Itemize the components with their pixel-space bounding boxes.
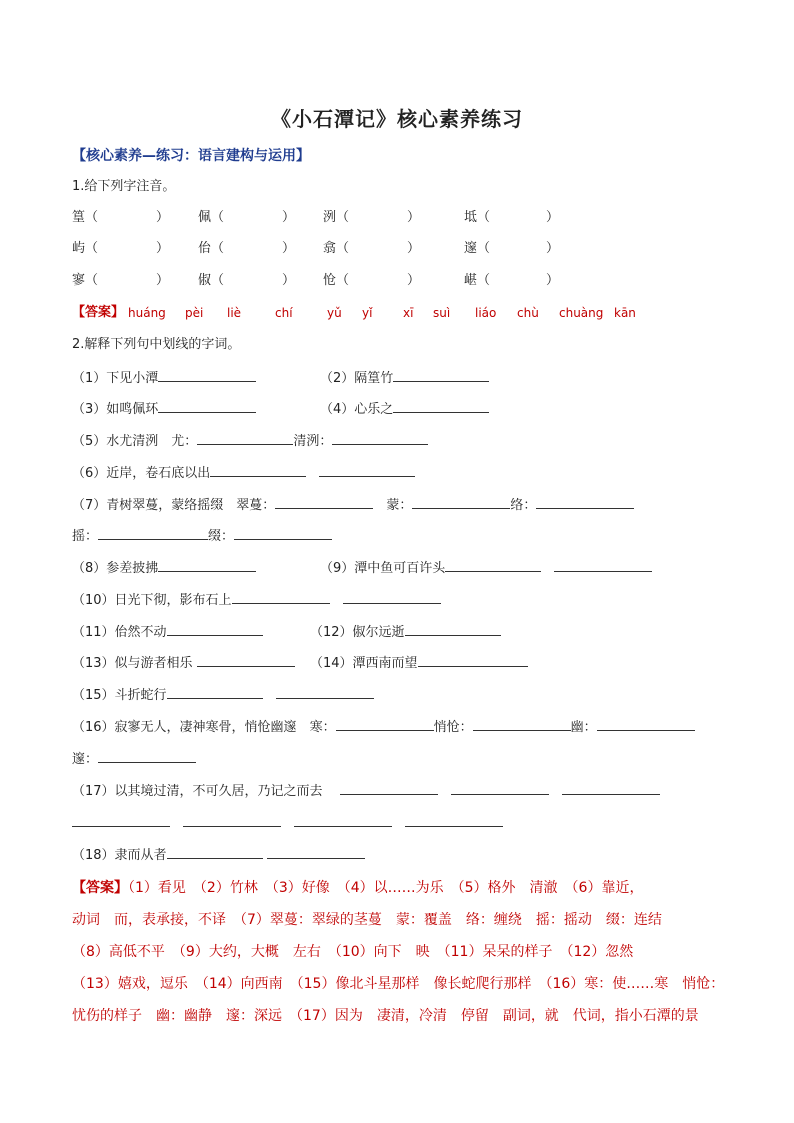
- q2-item-15: （15）斗折蛇行: [72, 686, 374, 704]
- answer-blank[interactable]: [197, 432, 293, 445]
- char-item: 篁（: [72, 210, 99, 225]
- answer-blank[interactable]: [340, 782, 438, 795]
- answer-blank[interactable]: [336, 718, 434, 731]
- answer-blank[interactable]: [183, 814, 281, 827]
- pinyin-answer: kān: [614, 306, 636, 320]
- answer-blank[interactable]: [562, 782, 660, 795]
- q2-item-16: （16）寂寥无人，凄神寒骨，悄怆幽邃 寒： 悄怆： 幽：: [72, 718, 695, 736]
- char-item-close: ）: [407, 210, 421, 225]
- answer-blank[interactable]: [197, 654, 295, 667]
- q2-heading: 2.解释下列句中划线的字词。: [72, 337, 241, 352]
- answer-blank[interactable]: [167, 846, 263, 859]
- answer-blank[interactable]: [167, 686, 263, 699]
- char-item-close: ）: [282, 241, 296, 256]
- pinyin-answer: chuàng: [559, 306, 604, 320]
- answer-blank[interactable]: [158, 559, 256, 572]
- q2-item-7: （7）青树翠蔓，蒙络摇缀 翠蔓： 蒙： 络：: [72, 496, 634, 514]
- q2-item-9: （9）潭中鱼可百许头: [320, 559, 652, 577]
- page-title: 《小石潭记》核心素养练习: [271, 107, 523, 131]
- answer-blank[interactable]: [210, 464, 306, 477]
- answer-blank[interactable]: [405, 814, 503, 827]
- q2-item-14: （14）潭西南而望: [310, 654, 528, 672]
- pinyin-answer: yǐ: [362, 306, 373, 320]
- pinyin-answer: xī: [403, 306, 414, 320]
- answer-blank[interactable]: [393, 400, 489, 413]
- answer-blank[interactable]: [232, 591, 330, 604]
- answer-line: 【答案】（1）看见 （2）竹林 （3）好像 （4）以……为乐 （5）格外 清澈 （6）靠近，: [72, 880, 644, 896]
- answer-blank[interactable]: [319, 464, 415, 477]
- char-item: 怆（: [323, 273, 350, 288]
- q2-item-6: （6）近岸，卷石底以出: [72, 464, 415, 482]
- answer-line: （8）高低不平 （9）大约，大概 左右 （10）向下 映 （11）呆呆的样子 （12）忽然: [72, 944, 634, 960]
- answer-blank[interactable]: [275, 496, 373, 509]
- answer-line: 动词 而，表承接，不译 （7）翠蔓：翠绿的茎蔓 蒙：覆盖 络：缠绕 摇：摇动 缀：连结: [72, 912, 662, 928]
- q2-item-3: （3）如鸣佩环: [72, 400, 256, 418]
- q1-heading: 1.给下列字注音。: [72, 179, 176, 194]
- answer-blank[interactable]: [72, 814, 170, 827]
- answer-blank[interactable]: [98, 527, 208, 540]
- answer-blank[interactable]: [332, 432, 428, 445]
- char-item-close: ）: [546, 273, 560, 288]
- char-item-close: ）: [407, 241, 421, 256]
- q2-item-13: （13）似与游者相乐: [72, 654, 295, 672]
- answer-blank[interactable]: [294, 814, 392, 827]
- char-item-close: ）: [156, 241, 170, 256]
- q2-item-2: （2）隔篁竹: [320, 369, 489, 387]
- answer-line: 忧伤的样子 幽：幽静 邃：深远 （17）因为 凄清，冷清 停留 副词，就 代词，指小石潭的景: [72, 1008, 699, 1024]
- char-item-close: ）: [407, 273, 421, 288]
- answer-blank[interactable]: [412, 496, 510, 509]
- answer-blank[interactable]: [554, 559, 652, 572]
- answer-blank[interactable]: [276, 686, 374, 699]
- char-item-close: ）: [546, 241, 560, 256]
- answer-blank[interactable]: [158, 369, 256, 382]
- q2-item-5: （5）水尤清洌 尤： 清洌：: [72, 432, 428, 450]
- answer-line: （13）嬉戏，逗乐 （14）向西南 （15）像北斗星那样 像长蛇爬行那样 （16）寒：使……寒 悄怆：: [72, 976, 725, 992]
- q2-item-17-cont: [72, 814, 503, 832]
- q2-item-17: （17）以其境过清，不可久居，乃记之而去: [72, 782, 660, 800]
- answer-blank[interactable]: [405, 623, 501, 636]
- char-item-close: ）: [156, 273, 170, 288]
- char-item: 佁（: [198, 241, 225, 256]
- char-item: 嵁（: [464, 273, 491, 288]
- answer-blank[interactable]: [451, 782, 549, 795]
- answer-blank[interactable]: [234, 527, 332, 540]
- q2-item-11: （11）佁然不动: [72, 623, 263, 641]
- char-item: 坻（: [464, 210, 491, 225]
- q2-item-16-cont: 邃：: [72, 750, 196, 768]
- char-item-close: ）: [282, 210, 296, 225]
- q2-item-12: （12）俶尔远逝: [310, 623, 501, 641]
- pinyin-answer: suì: [433, 306, 451, 320]
- answer-blank[interactable]: [343, 591, 441, 604]
- char-item-close: ）: [282, 273, 296, 288]
- answer-blank[interactable]: [393, 369, 489, 382]
- pinyin-answer: liáo: [475, 306, 497, 320]
- answer-blank[interactable]: [473, 718, 571, 731]
- char-item-close: ）: [546, 210, 560, 225]
- answer-blank[interactable]: [536, 496, 634, 509]
- answer-blank[interactable]: [158, 400, 256, 413]
- q2-item-18: （18）隶而从者: [72, 846, 365, 864]
- answer-blank[interactable]: [597, 718, 695, 731]
- pinyin-answer: huáng: [128, 306, 166, 320]
- char-item: 屿（: [72, 241, 99, 256]
- pinyin-answer: yǔ: [327, 306, 342, 320]
- q2-item-8: （8）参差披拂: [72, 559, 256, 577]
- answer-label: 【答案】: [72, 305, 125, 320]
- answer-blank[interactable]: [98, 750, 196, 763]
- char-item: 翕（: [323, 241, 350, 256]
- char-item: 寥（: [72, 273, 99, 288]
- q2-item-7-cont: 摇： 缀：: [72, 527, 332, 545]
- answer-blank[interactable]: [167, 623, 263, 636]
- answer-blank[interactable]: [418, 654, 528, 667]
- answer-blank[interactable]: [267, 846, 365, 859]
- section-heading: 【核心素养—练习：语言建构与运用】: [72, 148, 310, 164]
- q2-item-10: （10）日光下彻，影布石上: [72, 591, 441, 609]
- char-item-close: ）: [156, 210, 170, 225]
- pinyin-answer: liè: [227, 306, 242, 320]
- char-item: 邃（: [464, 241, 491, 256]
- answer-label: 【答案】: [72, 880, 128, 896]
- q2-item-4: （4）心乐之: [320, 400, 489, 418]
- char-item: 洌（: [323, 210, 350, 225]
- char-item: 佩（: [198, 210, 225, 225]
- pinyin-answer: pèi: [185, 306, 204, 320]
- char-item: 俶（: [198, 273, 225, 288]
- q2-item-1: （1）下见小潭: [72, 369, 256, 387]
- answer-blank[interactable]: [445, 559, 541, 572]
- pinyin-answer: chù: [517, 306, 539, 320]
- pinyin-answer: chí: [275, 306, 293, 320]
